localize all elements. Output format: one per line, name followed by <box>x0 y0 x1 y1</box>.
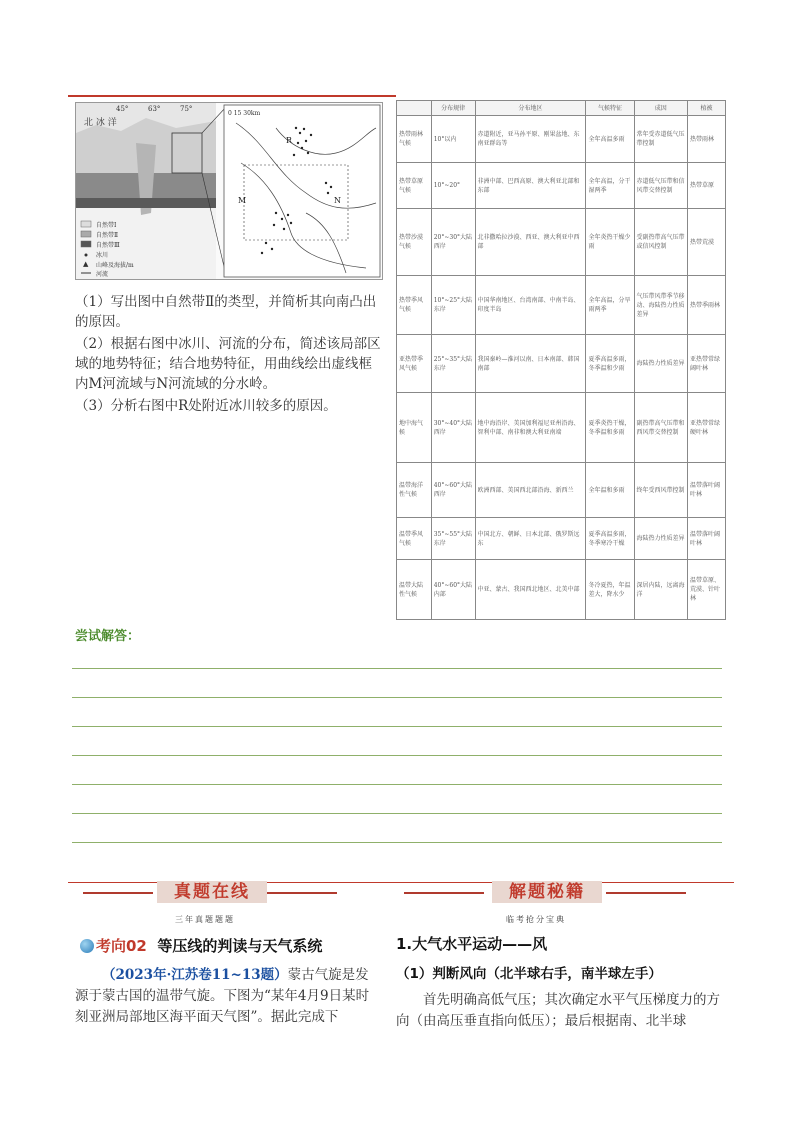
table-row <box>397 209 726 276</box>
legend-1: 自然带Ⅰ <box>96 222 117 229</box>
table-cell: 北非撒哈拉沙漠、西亚、澳大利亚中西部 <box>475 209 586 276</box>
exam-source: （2023年·江苏卷11~13题） <box>102 967 288 983</box>
lon-45: 45° <box>116 105 129 113</box>
table-cell: 非洲中部、巴西高原、澳大利亚北部和东部 <box>475 163 586 209</box>
table-cell: 10°~25°大陆东岸 <box>431 276 475 335</box>
table-cell: 热带荒漠 <box>687 209 725 276</box>
answer-line[interactable] <box>72 784 722 785</box>
banner-secret <box>396 880 726 924</box>
table-cell: 副热带高气压带和西风带交替控制 <box>634 393 687 463</box>
table-cell: 温带海洋性气候 <box>397 463 432 518</box>
table-cell: 冬冷夏热，年温差大，降水少 <box>586 560 634 620</box>
table-cell: 亚热带常绿硬叶林 <box>687 393 725 463</box>
sea-label: 北 冰 洋 <box>84 118 117 128</box>
table-cell: 10°以内 <box>431 116 475 163</box>
table-cell: 25°~35°大陆东岸 <box>431 335 475 393</box>
peak-marker: ▲ <box>83 260 89 268</box>
table-row <box>397 163 726 209</box>
secret-text: 首先明确高低气压；其次确定水平气压梯度力的方向（由高压垂直指向低压）；最后根据南、北半球 <box>396 992 720 1029</box>
table-cell: 温带落叶阔叶林 <box>687 518 725 560</box>
answer-line[interactable] <box>72 755 722 756</box>
table-cell: 热带沙漠气候 <box>397 209 432 276</box>
globe-icon <box>80 939 94 953</box>
table-cell: 热带雨林气候 <box>397 116 432 163</box>
table-cell: 20°~30°大陆西岸 <box>431 209 475 276</box>
scale-label: 0 15 30km <box>228 110 261 117</box>
table-cell: 海陆热力性质差异 <box>634 335 687 393</box>
header-cell: 植被 <box>687 101 725 116</box>
answer-line[interactable] <box>72 668 722 669</box>
table-header-row <box>397 101 726 116</box>
table-cell: 受副热带高气压带或信风控制 <box>634 209 687 276</box>
table-cell: 深居内陆，远离海洋 <box>634 560 687 620</box>
table-cell: 夏季炎热干燥，冬季温和多雨 <box>586 393 634 463</box>
right-map-panel <box>224 105 380 277</box>
table-cell: 热带草原 <box>687 163 725 209</box>
table-cell: 中国北方、朝鲜、日本北部、俄罗斯远东 <box>475 518 586 560</box>
table-cell: 亚热带季风气候 <box>397 335 432 393</box>
table-cell: 夏季高温多雨，冬季寒冷干燥 <box>586 518 634 560</box>
banner-secret-title: 解题秘籍 <box>492 881 602 903</box>
legend-6: 河流 <box>96 271 109 278</box>
table-cell: 35°~55°大陆东岸 <box>431 518 475 560</box>
header-cell: 分布地区 <box>475 101 586 116</box>
question-1: （1）写出图中自然带Ⅱ的类型，并简析其向南凸出的原因。 <box>75 294 377 330</box>
banner-real-exam <box>75 880 385 924</box>
banner-real-exam-subtitle: 三年真题题题 <box>175 915 235 924</box>
header-cell: 成因 <box>634 101 687 116</box>
question-3: （3）分析右图中R处附近冰川较多的原因。 <box>75 398 337 414</box>
climate-table <box>396 100 726 620</box>
table-cell: 欧洲西部、美国西北部沿海、新西兰 <box>475 463 586 518</box>
table-cell: 气压带风带季节移动、海陆热力性质差异 <box>634 276 687 335</box>
answer-line[interactable] <box>72 726 722 727</box>
table-row <box>397 560 726 620</box>
topic-title: 等压线的判读与天气系统 <box>157 937 323 955</box>
label-M: M <box>238 196 247 205</box>
top-rule <box>68 95 396 97</box>
table-cell: 中亚、蒙古、我国西北地区、北美中部 <box>475 560 586 620</box>
legend-4: 冰川 <box>96 252 109 259</box>
table-cell: 全年高温，分干湿两季 <box>586 163 634 209</box>
exam-intro <box>75 965 380 1028</box>
table-row <box>397 463 726 518</box>
table-cell: 中国华南地区、台湾南部、中南半岛、印度半岛 <box>475 276 586 335</box>
table-cell: 终年受西风带控制 <box>634 463 687 518</box>
secret-heading-1: 1.大气水平运动——风 <box>396 935 548 953</box>
table-cell: 温带落叶阔叶林 <box>687 463 725 518</box>
table-cell: 全年炎热干燥少雨 <box>586 209 634 276</box>
table-cell: 地中海沿岸、美国加利福尼亚州沿海、智利中部、南非和澳大利亚南端 <box>475 393 586 463</box>
table-cell: 全年高温多雨 <box>586 116 634 163</box>
table-cell: 40°~60°大陆内部 <box>431 560 475 620</box>
try-answer-label: 尝试解答： <box>75 629 141 644</box>
table-cell: 10°~20° <box>431 163 475 209</box>
answer-line[interactable] <box>72 697 722 698</box>
header-cell: 分布规律 <box>431 101 475 116</box>
table-row <box>397 393 726 463</box>
table-cell: 温带大陆性气候 <box>397 560 432 620</box>
table-cell: 亚热带常绿阔叶林 <box>687 335 725 393</box>
table-cell: 全年高温，分旱雨两季 <box>586 276 634 335</box>
table-cell: 地中海气候 <box>397 393 432 463</box>
table-cell: 我国秦岭—淮河以南、日本南部、韩国南部 <box>475 335 586 393</box>
label-R: R <box>286 136 293 145</box>
table-cell: 温带季风气候 <box>397 518 432 560</box>
table-cell: 夏季高温多雨，冬季温和少雨 <box>586 335 634 393</box>
table-cell: 常年受赤道低气压带控制 <box>634 116 687 163</box>
lon-75: 75° <box>180 105 193 113</box>
map-figure <box>75 102 383 280</box>
table-cell: 赤道附近，亚马孙平原、刚果盆地、东南亚群岛等 <box>475 116 586 163</box>
table-row <box>397 335 726 393</box>
topic-heading <box>80 935 322 956</box>
banner-secret-subtitle: 临考抢分宝典 <box>506 915 566 924</box>
table-row <box>397 116 726 163</box>
question-2: （2）根据右图中冰川、河流的分布，简述该局部区域的地势特征；结合地势特征，用曲线绘出虚线框内M河流域与N河流域的分水岭。 <box>75 336 381 392</box>
table-cell: 温带草原、荒漠、针叶林 <box>687 560 725 620</box>
table-cell: 全年温和多雨 <box>586 463 634 518</box>
secret-heading-2: （1）判断风向（北半球右手，南半球左手） <box>396 966 662 982</box>
legend-5: 山峰及海拔/m <box>96 262 134 269</box>
label-N: N <box>334 196 341 205</box>
table-cell: 热带季雨林 <box>687 276 725 335</box>
table-cell: 热带季风气候 <box>397 276 432 335</box>
topic-tag: 考向02 <box>96 937 147 955</box>
map-svg <box>76 103 382 279</box>
legend-2: 自然带Ⅱ <box>96 232 119 239</box>
table-row <box>397 276 726 335</box>
table-cell: 40°~60°大陆西岸 <box>431 463 475 518</box>
answer-line[interactable] <box>72 813 722 814</box>
table-cell: 热带雨林 <box>687 116 725 163</box>
table-cell: 海陆热力性质差异 <box>634 518 687 560</box>
legend-3: 自然带Ⅲ <box>96 242 120 249</box>
answer-line[interactable] <box>72 842 722 843</box>
header-cell: 气候特征 <box>586 101 634 116</box>
lon-63: 63° <box>148 105 161 113</box>
banner-real-exam-title: 真题在线 <box>157 881 267 903</box>
table-row <box>397 518 726 560</box>
table-cell: 赤道低气压带和信风带交替控制 <box>634 163 687 209</box>
table-cell: 热带草原气候 <box>397 163 432 209</box>
exam-text: 蒙古气旋是发源于蒙古国的温带气旋。下图为“某年4月9日某时刻亚洲局部地区海平面天气图”。据此完成下 <box>75 967 370 1025</box>
table-cell: 30°~40°大陆西岸 <box>431 393 475 463</box>
